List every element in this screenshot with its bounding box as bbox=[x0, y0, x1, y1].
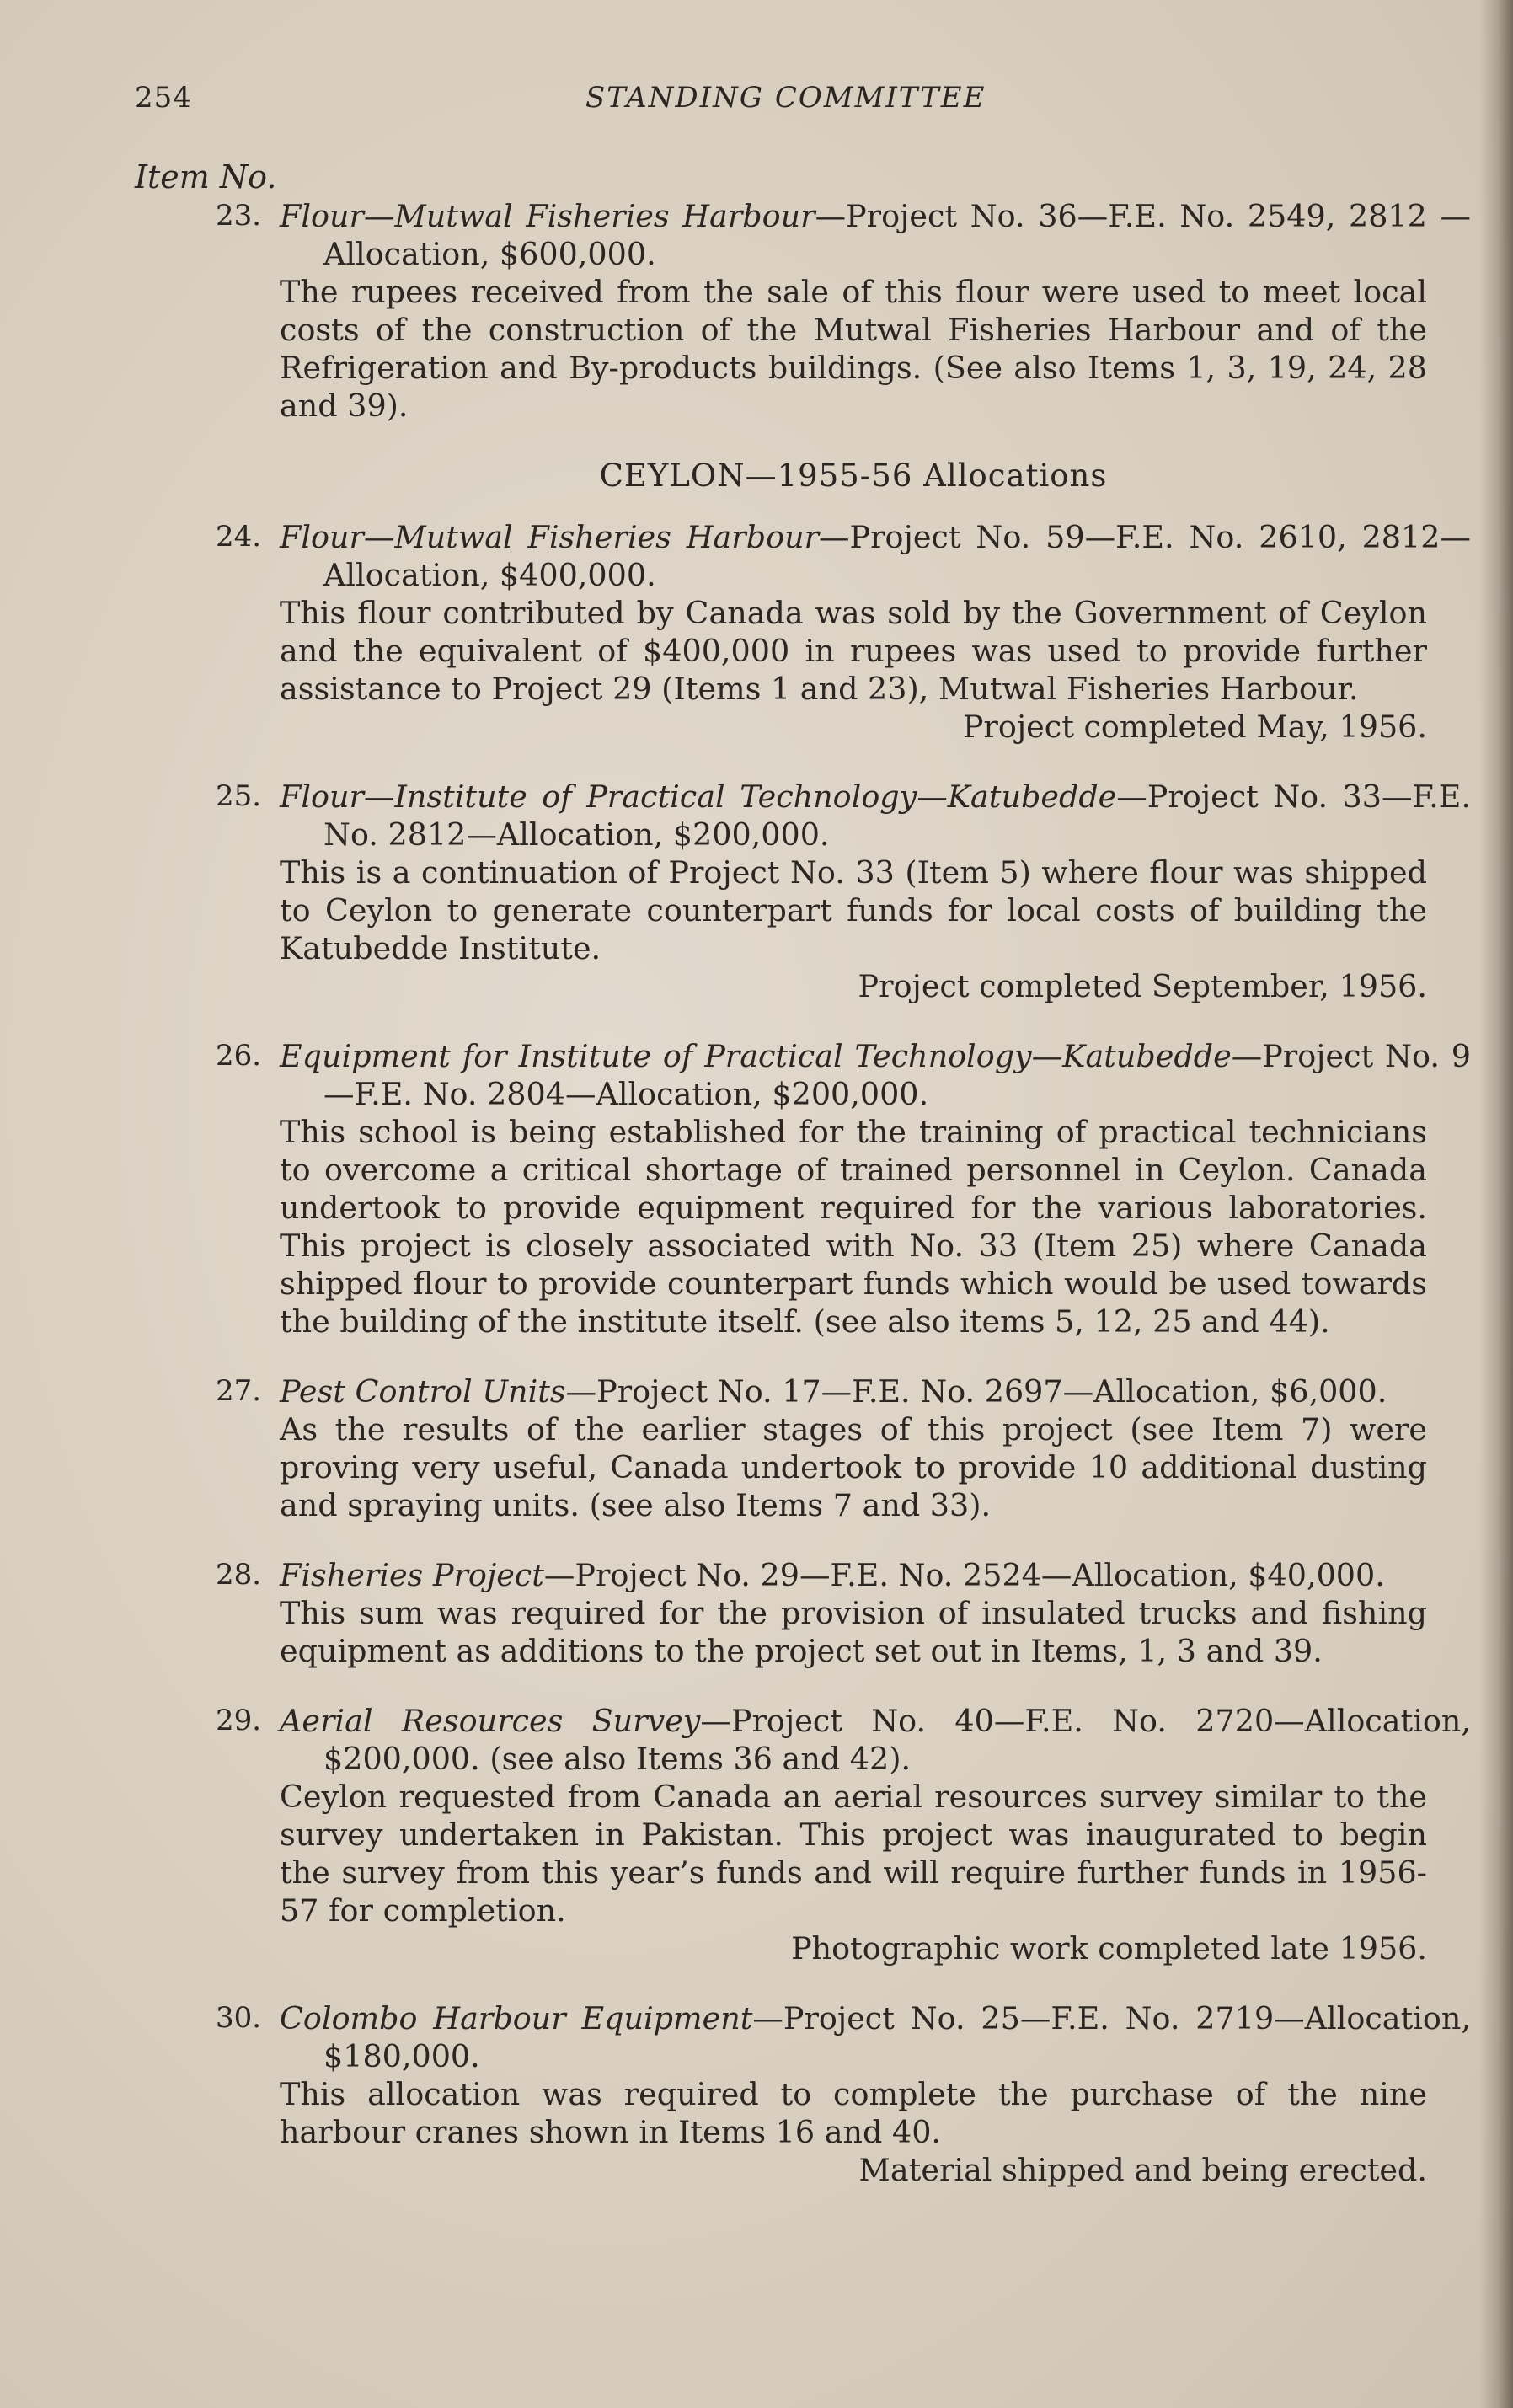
entry-description: Ceylon requested from Canada an aerial resources survey similar to the survey undertaken in Pakistan. This project was inaugurated to begin the survey from this year’s funds and will require further funds in 1956-57 for completion. bbox=[280, 1779, 1427, 1929]
entry-25 bbox=[135, 778, 1471, 1005]
entry-subject: Flour—Mutwal Fisheries Harbour bbox=[280, 198, 815, 234]
entry-number: 27. bbox=[216, 1374, 262, 1408]
entry-description: The rupees received from the sale of this flour were used to meet local costs of the construction of the Mutwal Fisheries Harbour and of the Refrigeration and By-products buildings. (See also Items 1, 3, 19, 24, 28 and 39). bbox=[280, 274, 1427, 424]
document-page bbox=[135, 0, 1472, 2408]
page-number: 254 bbox=[135, 81, 192, 115]
entry-heading bbox=[280, 1037, 1471, 1113]
entry-heading bbox=[280, 197, 1471, 273]
entry-subject: Pest Control Units bbox=[280, 1373, 566, 1410]
entry-23 bbox=[135, 197, 1471, 425]
entry-subject: Flour—Mutwal Fisheries Harbour bbox=[280, 519, 820, 555]
entry-allocation: —Project No. 33—F.E. No. 2812—Allocation, $200,000. bbox=[323, 779, 1471, 853]
entry-description: This flour contributed by Canada was sold by the Government of Ceylon and the equivalent of $400,000 in rupees was used to provide further assistance to Project 29 (Items 1 and 23), Mutwal Fisheries Harbour. bbox=[280, 595, 1427, 707]
entry-status: Photographic work completed late 1956. bbox=[791, 1930, 1427, 1967]
entry-24 bbox=[135, 518, 1471, 746]
entry-description: As the results of the earlier stages of this project (see Item 7) were proving very useful, Canada undertook to provide 10 additional dusting and spraying units. (see also Items 7 and 33). bbox=[280, 1411, 1427, 1523]
entry-allocation: —Project No. 9—F.E. No. 2804—Allocation, $200,000. bbox=[323, 1038, 1472, 1112]
entry-30 bbox=[135, 1999, 1471, 2189]
entry-29 bbox=[135, 1702, 1471, 1967]
entry-status: Project completed May, 1956. bbox=[962, 709, 1427, 745]
document-body bbox=[135, 197, 1472, 2189]
entry-subject: Colombo Harbour Equipment bbox=[280, 2000, 753, 2036]
entry-heading bbox=[280, 518, 1471, 594]
entry-allocation: —Project No. 29—F.E. No. 2524—Allocation, $40,000. bbox=[543, 1557, 1385, 1593]
entry-28 bbox=[135, 1556, 1449, 1670]
entry-number: 24. bbox=[216, 520, 262, 554]
entry-subject: Flour—Institute of Practical Technology—Katubedde bbox=[280, 779, 1117, 815]
entry-allocation: —Project No. 40—F.E. No. 2720—Allocation, $200,000. (see also Items 36 and 42). bbox=[323, 1703, 1471, 1777]
entry-heading bbox=[280, 1702, 1471, 1778]
entry-status: Material shipped and being erected. bbox=[858, 2152, 1427, 2188]
entry-subject: Equipment for Institute of Practical Technology—Katubedde bbox=[280, 1038, 1232, 1074]
entry-description: This allocation was required to complete the purchase of the nine harbour cranes shown in Items 16 and 40. bbox=[280, 2076, 1427, 2150]
entry-allocation: —Project No. 36—F.E. No. 2549, 2812 —Allocation, $600,000. bbox=[323, 198, 1471, 272]
entry-allocation: —Project No. 17—F.E. No. 2697—Allocation, $6,000. bbox=[565, 1373, 1387, 1410]
entry-description: This sum was required for the provision of insulated trucks and fishing equipment as additions to the project set out in Items, 1, 3 and 39. bbox=[280, 1595, 1427, 1669]
entry-number: 23. bbox=[216, 199, 262, 233]
entry-allocation: —Project No. 59—F.E. No. 2610, 2812—Allocation, $400,000. bbox=[323, 519, 1471, 593]
entry-subject: Fisheries Project bbox=[280, 1557, 544, 1593]
entry-number: 29. bbox=[216, 1704, 262, 1737]
entry-number: 28. bbox=[216, 1558, 262, 1592]
entry-number: 25. bbox=[216, 779, 262, 813]
entry-number: 26. bbox=[216, 1039, 262, 1073]
entry-heading bbox=[280, 1373, 1471, 1410]
entry-number: 30. bbox=[216, 2001, 262, 2035]
item-no-heading: Item No. bbox=[135, 158, 277, 195]
entry-description: This is a continuation of Project No. 33 (Item 5) where flour was shipped to Ceylon to generate counterpart funds for local costs of building the Katubedde Institute. bbox=[280, 854, 1427, 966]
page-edge-shadow bbox=[1479, 0, 1513, 2408]
entry-subject: Aerial Resources Survey bbox=[280, 1703, 701, 1739]
entry-26 bbox=[135, 1037, 1472, 1340]
entry-status: Project completed September, 1956. bbox=[858, 968, 1427, 1004]
entry-heading bbox=[280, 1999, 1471, 2075]
entry-heading bbox=[280, 1556, 1471, 1594]
entry-27 bbox=[135, 1373, 1449, 1524]
page-header bbox=[135, 81, 1449, 123]
running-title: STANDING COMMITTEE bbox=[585, 81, 986, 115]
entry-description: This school is being established for the training of practical technicians to overcome a critical shortage of trained personnel in Ceylon. Canada undertook to provide equipment required for the various laboratories. This project is closely associated with No. 33 (Item 25) where Canada shipped flour to provide counterpart funds which would be used towards the building of the institute itself. (see also items 5, 12, 25 and 44). bbox=[280, 1114, 1427, 1340]
entry-allocation: —Project No. 25—F.E. No. 2719—Allocation, $180,000. bbox=[323, 2000, 1471, 2074]
section-heading: CEYLON—1955-56 Allocations bbox=[599, 458, 1108, 494]
entry-heading bbox=[280, 778, 1471, 854]
